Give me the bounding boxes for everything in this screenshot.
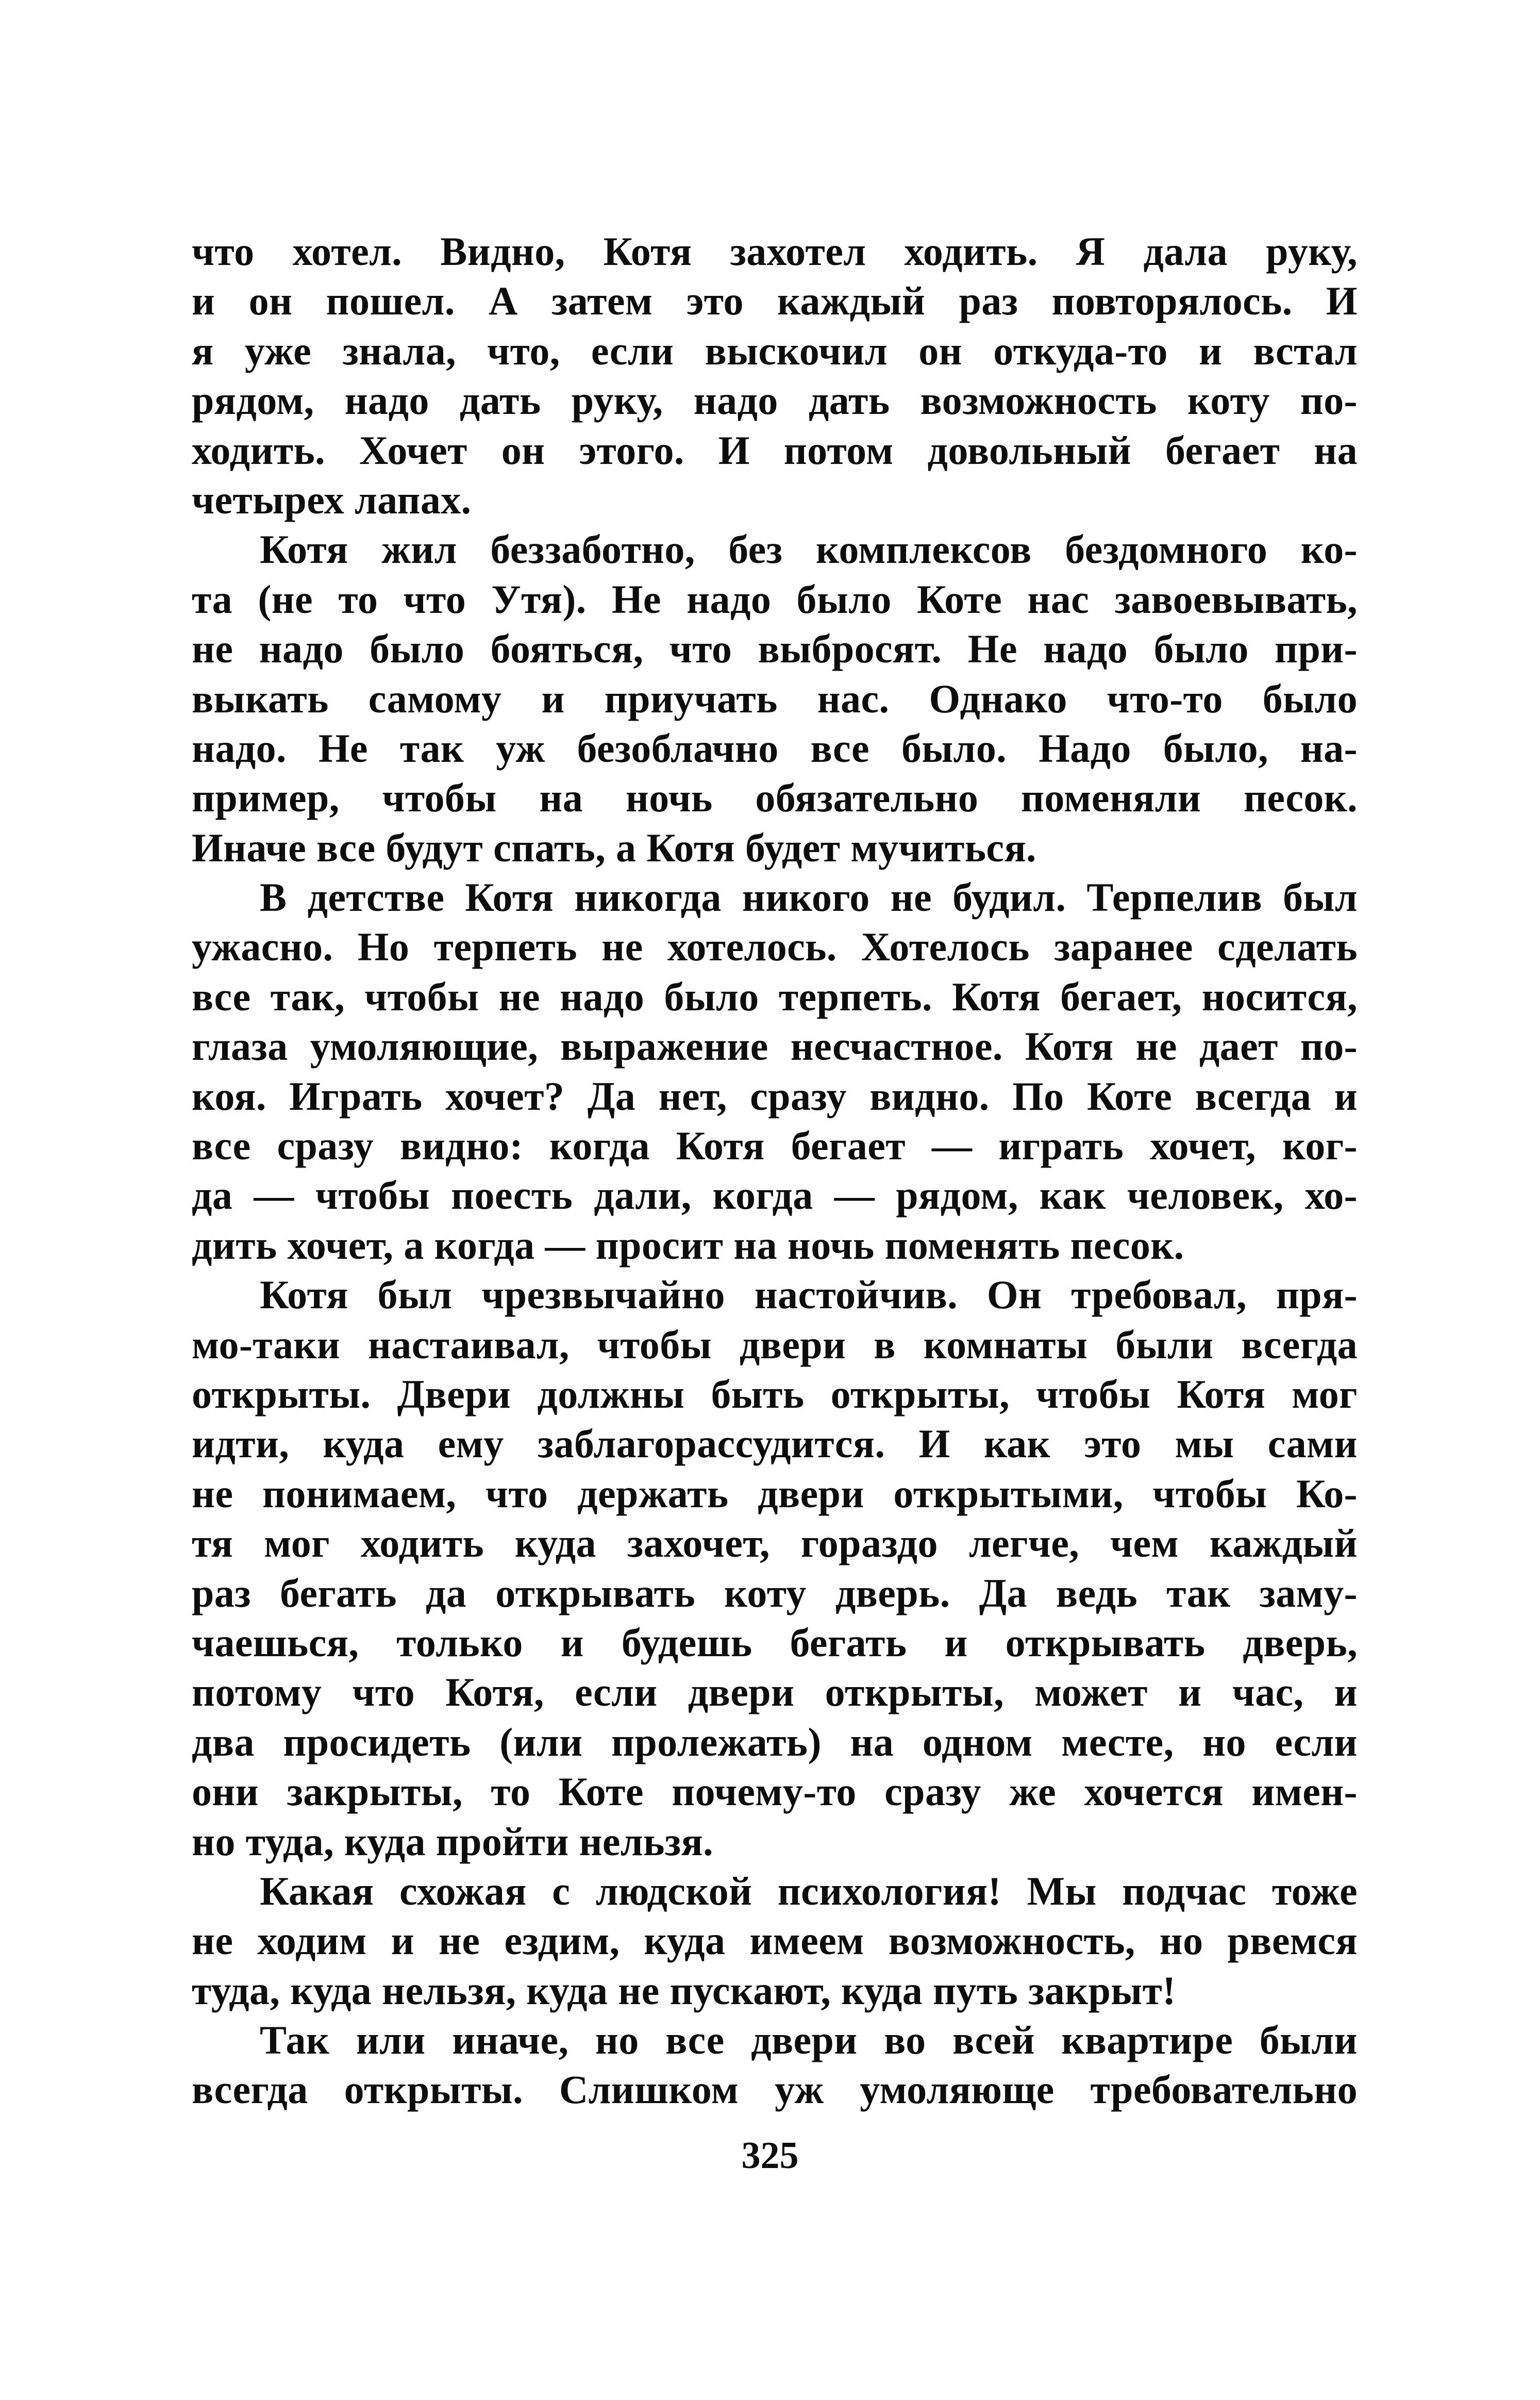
text-line: туда, куда нельзя, куда не пускают, куда путь закрыт! — [192, 1968, 1176, 2013]
text-line: дить хочет, а когда — просит на ночь поменять песок. — [192, 1222, 1184, 1268]
text-line: Котя жил беззаботно, без комплексов бездомного ко- — [260, 527, 1358, 572]
text-line: пример, чтобы на ночь обязательно поменяли песок. — [192, 775, 1358, 821]
text-line: но туда, куда пройти нельзя. — [192, 1819, 713, 1864]
text-line: все сразу видно: когда Котя бегает — играть хочет, ког- — [192, 1123, 1358, 1169]
text-line: не ходим и не ездим, куда имеем возможность, но рвемся — [192, 1918, 1358, 1963]
text-line: не надо было бояться, что выбросят. Не надо было при- — [192, 626, 1358, 672]
text-line: да — чтобы поесть дали, когда — рядом, как человек, хо- — [192, 1173, 1358, 1218]
text-line: всегда открыты. Слишком уж умоляюще требовательно — [192, 2067, 1358, 2112]
text-line: потому что Котя, если двери открыты, может и час, и — [192, 1670, 1358, 1715]
body-text — [192, 227, 1358, 2115]
text-line: я уже знала, что, если выскочил он откуда-то и встал — [192, 328, 1358, 373]
text-line: идти, куда ему заблагорассудится. И как это мы сами — [192, 1421, 1358, 1466]
text-line: ходить. Хочет он этого. И потом довольный бегает на — [192, 427, 1358, 473]
text-line: выкать самому и приучать нас. Однако что-то было — [192, 676, 1358, 721]
text-line: раз бегать да открывать коту дверь. Да ведь так заму- — [192, 1570, 1358, 1615]
text-line: мо-таки настаивал, чтобы двери в комнаты были всегда — [192, 1322, 1358, 1367]
text-line: рядом, надо дать руку, надо дать возможность коту по- — [192, 378, 1358, 423]
text-line: они закрыты, то Коте почему-то сразу же хочется имен- — [192, 1769, 1358, 1814]
text-line: В детстве Котя никогда никого не будил. Терпелив был — [260, 875, 1358, 920]
text-line: та (не то что Утя). Не надо было Коте нас завоевывать, — [192, 576, 1358, 622]
text-line: открыты. Двери должны быть открыты, чтобы Котя мог — [192, 1371, 1358, 1416]
text-line: тя мог ходить куда захочет, гораздо легче, чем каждый — [192, 1521, 1358, 1566]
text-line: Котя был чрезвычайно настойчив. Он требовал, пря- — [260, 1272, 1358, 1318]
text-line: Какая схожая с людской психология! Мы подчас тоже — [260, 1868, 1358, 1913]
text-line: все так, чтобы не надо было терпеть. Котя бегает, носится, — [192, 974, 1358, 1019]
text-line: не понимаем, что держать двери открытыми, чтобы Ко- — [192, 1471, 1358, 1516]
text-line: коя. Играть хочет? Да нет, сразу видно. По Коте всегда и — [192, 1073, 1358, 1119]
text-line: два просидеть (или пролежать) на одном месте, но если — [192, 1719, 1358, 1764]
text-line: Иначе все будут спать, а Котя будет мучиться. — [192, 825, 1036, 870]
text-line: Так или иначе, но все двери во всей квартире были — [260, 2018, 1358, 2063]
text-line: ужасно. Но терпеть не хотелось. Хотелось заранее сделать — [192, 924, 1358, 970]
text-line: что хотел. Видно, Котя захотел ходить. Я дала руку, — [192, 229, 1358, 274]
text-line: и он пошел. А затем это каждый раз повторялось. И — [192, 278, 1358, 324]
page-number: 325 — [741, 2135, 799, 2177]
text-line: чаешься, только и будешь бегать и открывать дверь, — [192, 1620, 1358, 1665]
text-line: надо. Не так уж безоблачно все было. Надо было, на- — [192, 725, 1358, 771]
text-line: глаза умоляющие, выражение несчастное. Котя не дает по- — [192, 1024, 1358, 1069]
text-line: четырех лапах. — [192, 477, 472, 522]
